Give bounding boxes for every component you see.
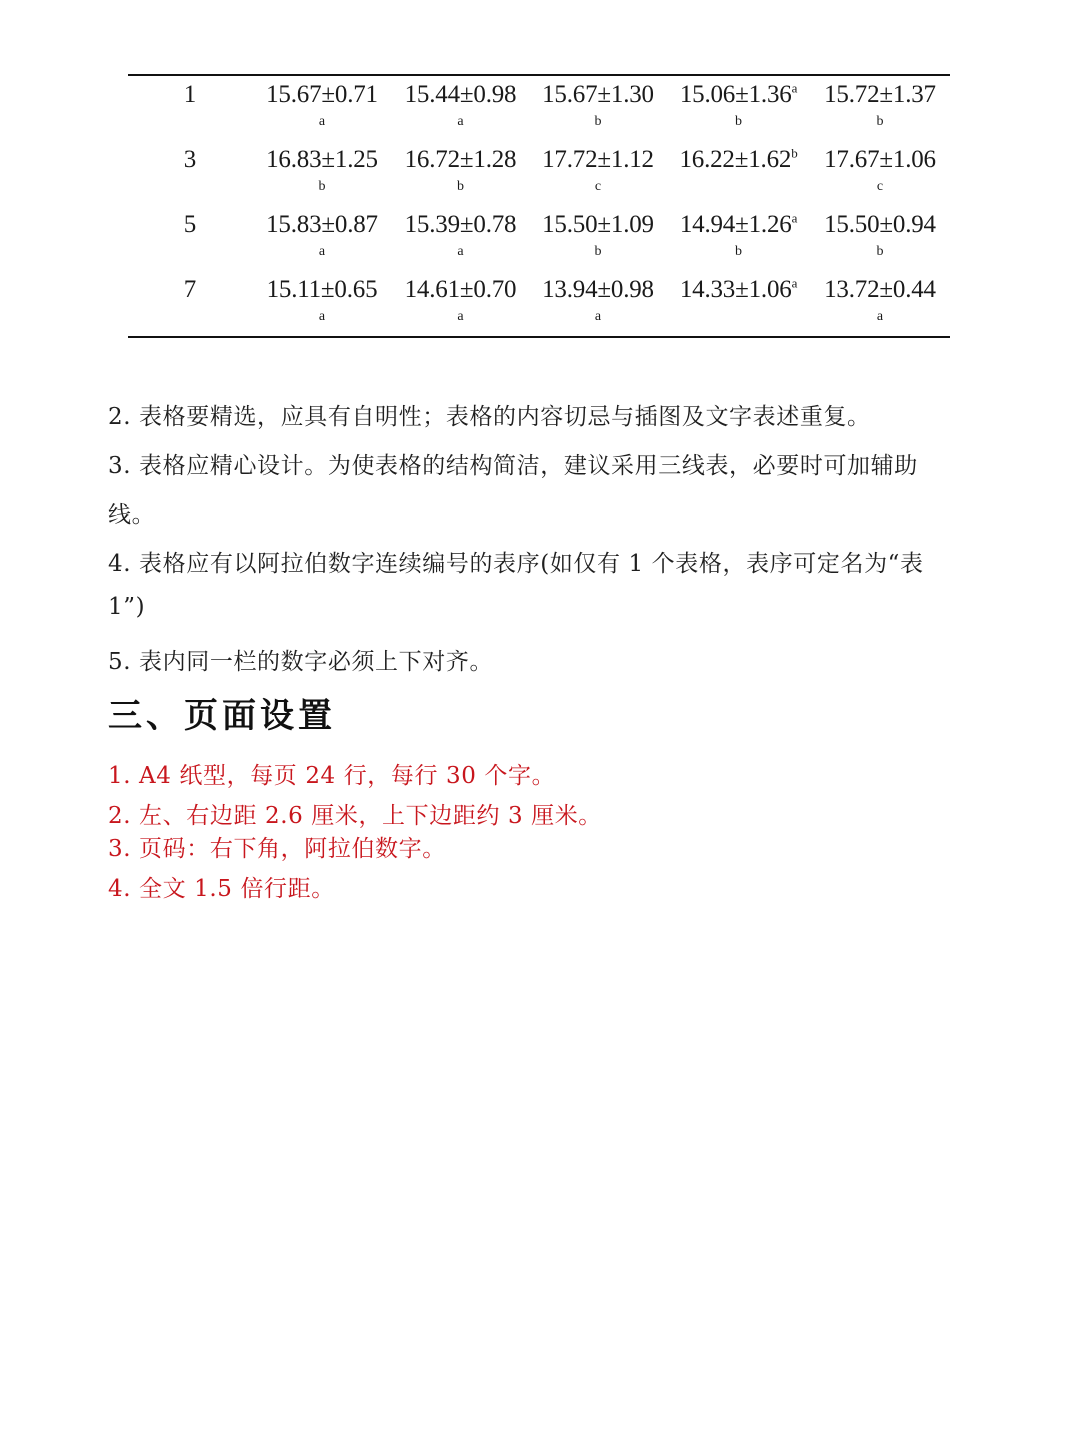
table-row <box>128 206 950 271</box>
page-setting-item-1: 1. A4 纸型，每页 24 行，每行 30 个字。 <box>108 763 556 789</box>
cell-value-line <box>529 271 667 303</box>
cell-value: 14.61±0.70 <box>404 276 517 303</box>
cell-value-line <box>252 76 392 108</box>
table-row <box>128 271 950 336</box>
table-cell <box>252 76 392 141</box>
cell-superscript: b <box>791 145 798 161</box>
cell-value: 15.83±0.87 <box>266 211 378 238</box>
table-cell <box>810 141 950 206</box>
table-cell <box>667 141 810 206</box>
table-body <box>128 76 950 336</box>
cell-value: 17.67±1.06 <box>824 146 936 173</box>
table-cell <box>667 271 810 336</box>
cell-value: 15.67±1.30 <box>542 81 654 108</box>
cell-value-line <box>667 141 810 173</box>
table-cell <box>529 76 667 141</box>
row-label-cell <box>128 206 252 271</box>
cell-superscript: a <box>791 275 798 291</box>
cell-significance-letter <box>667 179 810 195</box>
cell-value-line <box>810 206 950 238</box>
cell-value: 13.72±0.44 <box>824 276 936 303</box>
table-row <box>128 76 950 141</box>
row-label: 1 <box>183 81 197 108</box>
cell-value: 16.83±1.25 <box>266 146 378 173</box>
table-cell <box>252 271 392 336</box>
cell-value-line <box>810 271 950 303</box>
cell-value-line <box>252 271 392 303</box>
cell-significance-letter: b <box>735 114 742 129</box>
cell-value: 15.39±0.78 <box>404 211 517 238</box>
cell-significance-letter: a <box>318 244 326 259</box>
row-label: 5 <box>183 211 197 238</box>
table-cell <box>252 141 392 206</box>
cell-significance-letter: c <box>594 179 602 194</box>
cell-value-line <box>529 76 667 108</box>
table-cell <box>529 206 667 271</box>
cell-value: 15.11±0.65 <box>266 276 378 303</box>
list-item-5: 5. 表内同一栏的数字必须上下对齐。 <box>108 649 494 675</box>
table-cell <box>529 271 667 336</box>
cell-value-line <box>667 206 810 238</box>
row-label: 3 <box>183 146 197 173</box>
page-setting-item-4: 4. 全文 1.5 倍行距。 <box>108 876 335 902</box>
cell-value: 14.33±1.06 <box>679 276 792 303</box>
cell-value: 15.50±1.09 <box>542 211 654 238</box>
cell-value-line <box>810 141 950 173</box>
cell-value-line <box>810 76 950 108</box>
cell-superscript: a <box>791 80 798 96</box>
list-item-4-continued: 1”) <box>108 594 146 620</box>
page-setting-item-3: 3. 页码：右下角，阿拉伯数字。 <box>108 836 446 862</box>
section-heading: 三、页面设置 <box>108 696 336 736</box>
cell-value: 15.72±1.37 <box>824 81 936 108</box>
cell-significance-letter: b <box>876 114 884 129</box>
cell-significance-letter: b <box>735 244 742 259</box>
cell-significance-letter: a <box>318 309 326 324</box>
table-cell <box>810 76 950 141</box>
data-table <box>128 74 950 338</box>
table-cell <box>392 206 529 271</box>
table-cell <box>252 206 392 271</box>
cell-value-line <box>252 141 392 173</box>
cell-significance-letter: b <box>457 179 464 194</box>
table-cell <box>810 206 950 271</box>
cell-significance-letter: b <box>876 244 884 259</box>
cell-value: 13.94±0.98 <box>542 276 654 303</box>
table-row <box>128 141 950 206</box>
list-item-3-continued: 线。 <box>108 502 156 528</box>
cell-significance-letter <box>667 309 810 325</box>
cell-significance-letter: c <box>876 179 884 194</box>
cell-value-line <box>529 206 667 238</box>
table-cell <box>392 76 529 141</box>
row-label-cell <box>128 76 252 141</box>
table-cell <box>667 206 810 271</box>
row-label-cell <box>128 141 252 206</box>
table-cell <box>810 271 950 336</box>
cell-significance-letter: b <box>318 179 326 194</box>
cell-significance-letter: a <box>457 309 464 324</box>
cell-value: 16.72±1.28 <box>404 146 517 173</box>
table-bottom-rule <box>128 336 950 338</box>
cell-value: 16.22±1.62 <box>679 146 792 173</box>
cell-significance-letter: a <box>457 244 464 259</box>
row-label-cell <box>128 271 252 336</box>
cell-value-line <box>392 141 529 173</box>
cell-significance-letter: a <box>318 114 326 129</box>
list-item-4: 4. 表格应有以阿拉伯数字连续编号的表序(如仅有 1 个表格，表序可定名为“表 <box>108 551 924 577</box>
table-cell <box>392 141 529 206</box>
cell-value: 15.06±1.36 <box>679 81 792 108</box>
table-cell <box>529 141 667 206</box>
cell-significance-letter: b <box>594 244 602 259</box>
cell-value: 15.67±0.71 <box>266 81 378 108</box>
row-label: 7 <box>183 276 197 303</box>
cell-value-line <box>252 206 392 238</box>
cell-significance-letter: a <box>876 309 884 324</box>
page-setting-item-2: 2. 左、右边距 2.6 厘米，上下边距约 3 厘米。 <box>108 803 602 829</box>
cell-value-line <box>667 271 810 303</box>
list-item-3: 3. 表格应精心设计。为使表格的结构简洁，建议采用三线表，必要时可加辅助 <box>108 453 918 479</box>
cell-value-line <box>392 76 529 108</box>
table-cell <box>392 271 529 336</box>
cell-value-line <box>667 76 810 108</box>
cell-value-line <box>392 206 529 238</box>
cell-significance-letter: b <box>594 114 602 129</box>
list-item-2: 2. 表格要精选，应具有自明性；表格的内容切忌与插图及文字表述重复。 <box>108 404 871 430</box>
cell-value: 17.72±1.12 <box>542 146 654 173</box>
cell-significance-letter: a <box>457 114 464 129</box>
cell-value: 14.94±1.26 <box>679 211 792 238</box>
cell-significance-letter: a <box>594 309 602 324</box>
table-cell <box>667 76 810 141</box>
cell-superscript: a <box>791 210 798 226</box>
cell-value-line <box>529 141 667 173</box>
cell-value: 15.44±0.98 <box>404 81 517 108</box>
cell-value: 15.50±0.94 <box>824 211 936 238</box>
cell-value-line <box>392 271 529 303</box>
